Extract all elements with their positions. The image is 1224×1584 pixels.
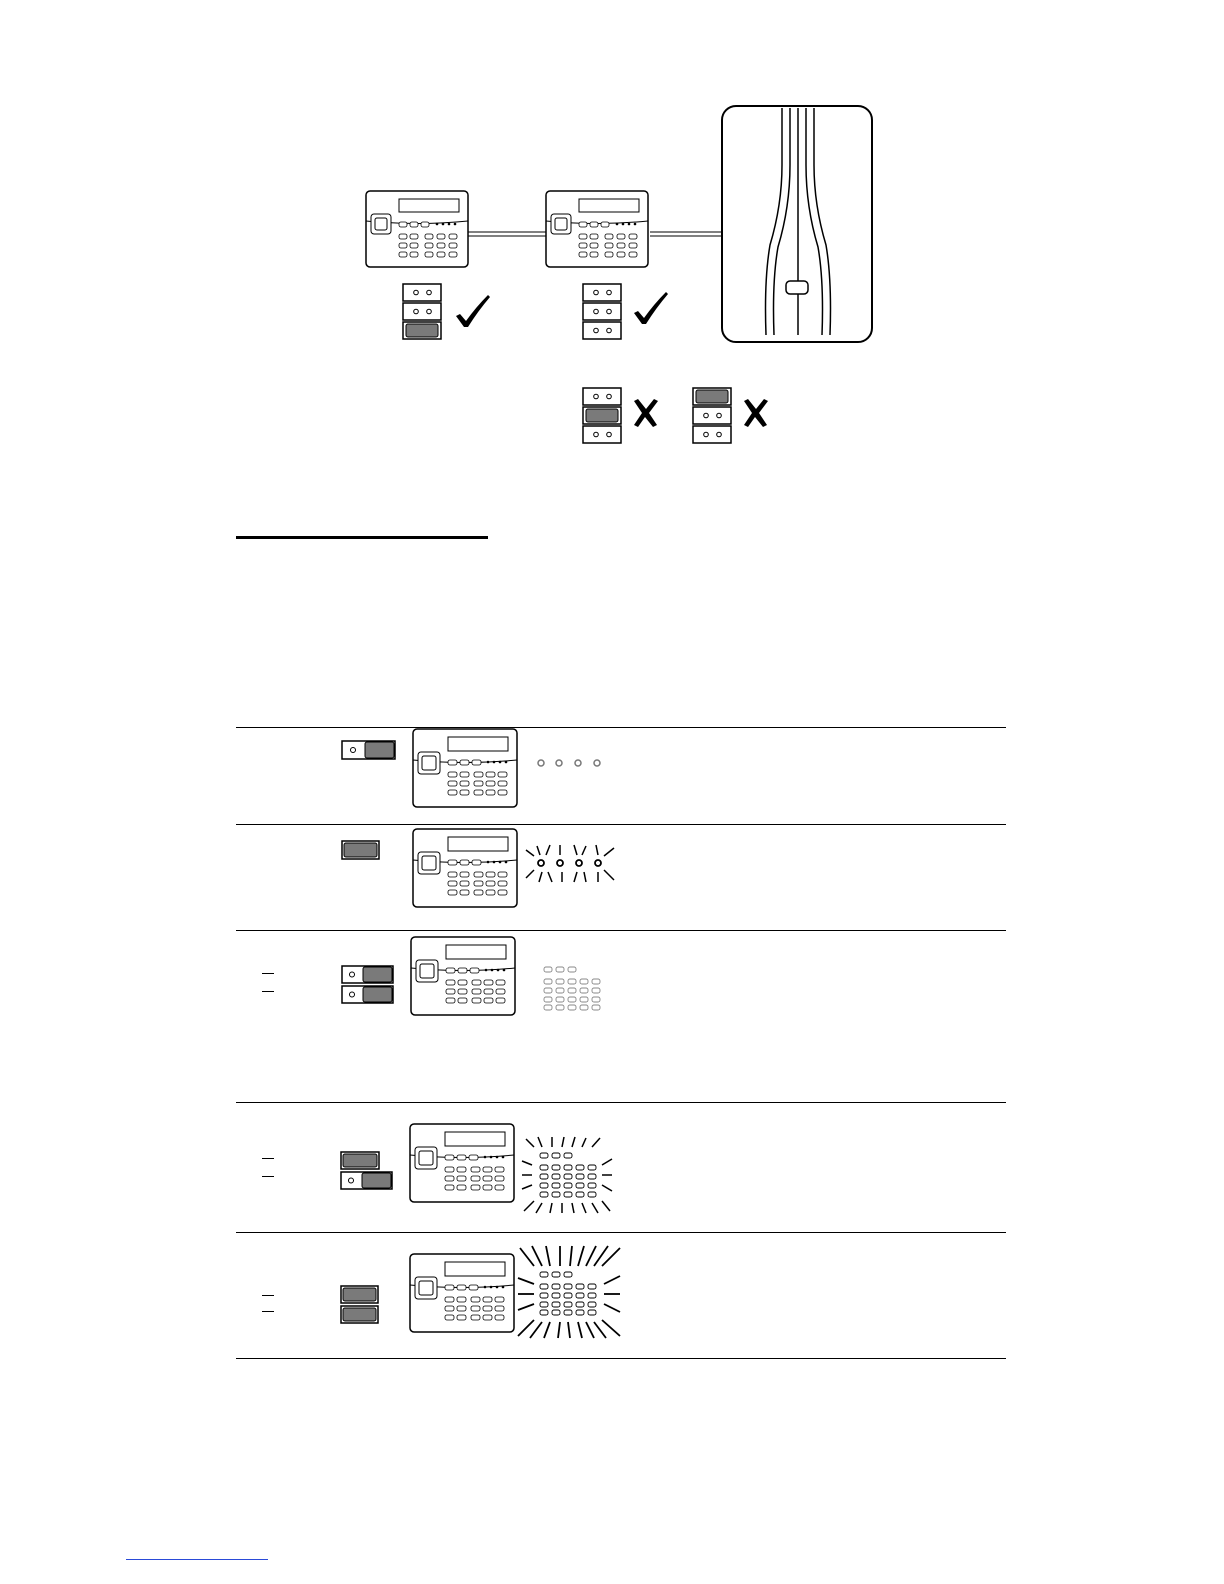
jumper-link-pair-icon — [340, 1285, 380, 1325]
table-rule — [236, 824, 1006, 825]
dash — [262, 973, 274, 974]
keys-flashing-icon — [520, 1135, 615, 1215]
keys-bright-flashing-icon — [516, 1244, 622, 1340]
keys-dim-icon — [542, 965, 604, 1011]
dash — [262, 1158, 274, 1159]
cross-icon — [744, 399, 768, 427]
section-heading-rule — [236, 536, 488, 539]
jumper-block-correct-1 — [402, 283, 492, 341]
table-rule-bottom — [236, 1358, 1006, 1359]
dash — [262, 1311, 274, 1312]
table-rule-top — [236, 727, 1006, 728]
table-rule — [236, 930, 1006, 931]
cross-icon — [634, 399, 658, 427]
jumper-block-correct-2 — [582, 283, 672, 341]
jumper-link-pair-icon — [341, 965, 397, 1005]
jumper-link-icon — [341, 840, 381, 860]
led-flashing-icon — [522, 842, 618, 884]
dash — [262, 1176, 274, 1177]
jumper-link-icon — [341, 740, 397, 760]
led-off-icon — [534, 756, 604, 770]
jumper-block-incorrect-1 — [582, 387, 662, 445]
keypad-icon — [412, 828, 518, 908]
tick-icon — [634, 292, 668, 324]
keypad-icon — [409, 1253, 515, 1333]
dash — [262, 991, 274, 992]
tick-icon — [456, 295, 490, 327]
table-rule — [236, 1232, 1006, 1233]
jumper-link-pair-icon — [340, 1151, 396, 1191]
keypad-icon — [545, 190, 649, 268]
keypad-icon — [412, 728, 518, 808]
keypad-icon — [365, 190, 469, 268]
dash — [262, 1295, 274, 1296]
control-panel — [722, 106, 872, 342]
keypad-icon — [410, 936, 516, 1016]
table-rule — [236, 1102, 1006, 1103]
keypad-icon — [409, 1123, 515, 1203]
footer-link-rule — [126, 1559, 268, 1560]
jumper-block-incorrect-2 — [692, 387, 772, 445]
